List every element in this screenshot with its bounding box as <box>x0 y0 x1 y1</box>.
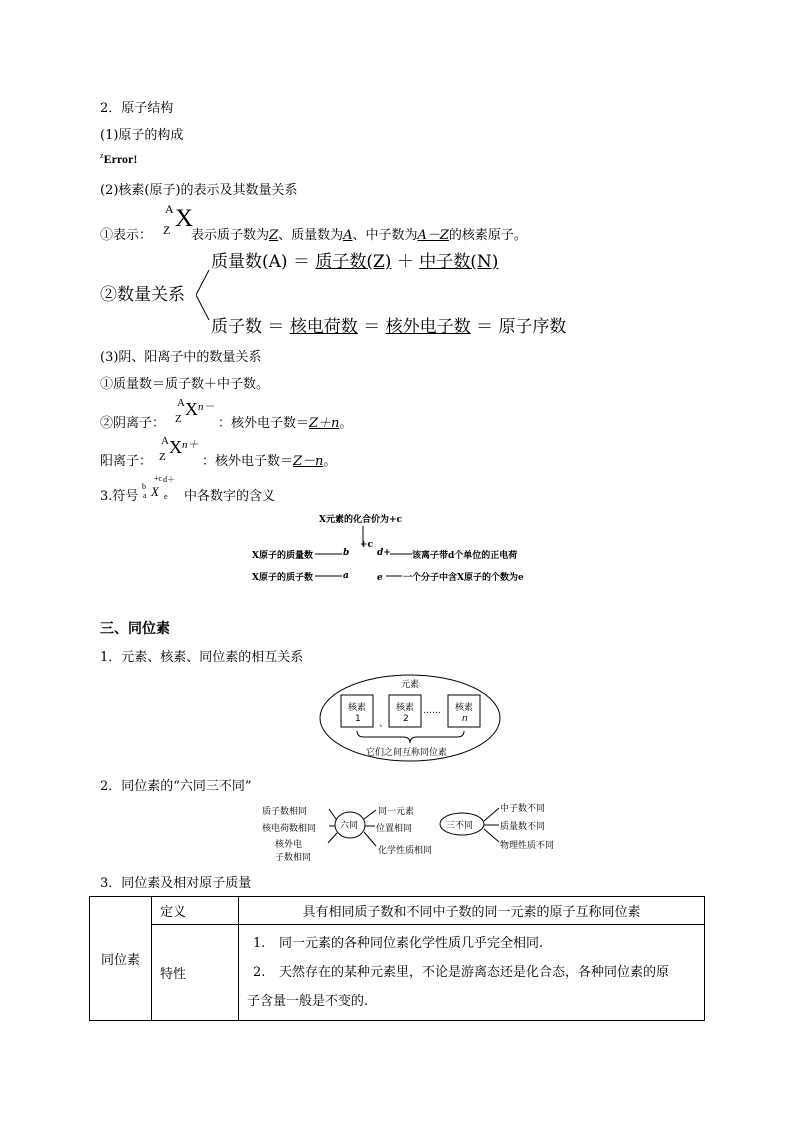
diag-left1: X原子的质量数 <box>252 551 313 561</box>
qty-label: ②数量关系 <box>100 285 185 305</box>
venn-box2-l1: 核素 <box>396 703 415 713</box>
table-row-definition <box>90 897 705 925</box>
six-right-1: 同一元素 <box>378 807 415 817</box>
venn-box3-l2: n <box>462 714 468 724</box>
anion-prefix: ②阴离子： <box>100 416 166 431</box>
anion-mid: ：核外电子数＝ <box>218 416 310 431</box>
anion-sym-A: A <box>177 397 185 409</box>
venn-box1-l1: 核素 <box>348 703 367 713</box>
qty-proton-number: 质子数(Z) <box>315 252 392 272</box>
error-text: Error! <box>103 152 138 166</box>
rep-t4: 的核素原子。 <box>448 228 527 243</box>
qty-neutron-number: 中子数(N) <box>419 252 499 272</box>
symbol-c: +c <box>154 474 163 483</box>
cation-val: Z－n <box>293 454 324 469</box>
venn-box1-l2: 1 <box>355 714 361 724</box>
symbol-X: X <box>151 484 159 499</box>
sub-heading-atom-composition: (1)原子的构成 <box>100 128 184 143</box>
symbol-prefix: 3.符号 <box>100 489 139 504</box>
qty-atomic-number: 原子序数 <box>498 317 567 337</box>
venn-caption: 它们之间互称同位素 <box>366 748 448 758</box>
table-group-cell: 同位素 <box>90 897 152 1021</box>
rep-symbol-Z: Z <box>163 223 171 237</box>
diag-right1: 该离子带d个单位的正电荷 <box>412 551 518 561</box>
prop-text-2: 天然存在的某种元素里，不论是游离态还是化合态，各种同位素的原 <box>279 965 670 980</box>
diag-e: e <box>377 573 383 583</box>
diag-c: +c <box>360 540 374 550</box>
venn-dots: …… <box>423 706 441 716</box>
venn-box3-l1: 核素 <box>455 703 474 713</box>
six-left-2: 核电荷数相同 <box>262 824 317 834</box>
table-prop-item-2-cont: 子含量一般是不变的. <box>247 994 369 1009</box>
rep-description <box>191 224 527 243</box>
table-prop-item-1 <box>247 929 696 958</box>
table-prop-label: 特性 <box>152 925 239 1021</box>
anion-text <box>218 412 352 431</box>
sub-heading-nuclide-representation: (2)核素(原子)的表示及其数量关系 <box>100 183 298 198</box>
anion-charge: n－ <box>198 401 215 413</box>
qty-electron-number: 核外电子数 <box>385 317 471 337</box>
six-right-3: 化学性质相同 <box>378 846 433 856</box>
rep-symbol-X: X <box>175 205 194 232</box>
three-right-2: 质量数不同 <box>500 822 546 832</box>
qty-plus: ＋ <box>396 252 414 272</box>
diag-a: a <box>343 571 349 581</box>
section-heading-atom-structure: 2．原子结构 <box>100 101 174 116</box>
section-heading-isotopes: 三、同位素 <box>100 621 170 637</box>
qty-proton: 质子数 <box>211 317 262 337</box>
table-def-label: 定义 <box>152 897 239 925</box>
rep-A: A <box>343 228 353 243</box>
venn-box2-l2: 2 <box>403 714 409 724</box>
cation-sym-A: A <box>161 435 169 447</box>
six-left-3: 核外电 <box>275 840 303 850</box>
symbol-b: b <box>142 482 146 491</box>
rep-prefix: ①表示： <box>100 228 153 243</box>
isotope-h2: 2．同位素的“六同三不同” <box>100 779 252 794</box>
diag-b: b <box>343 548 350 558</box>
cation-sym-X: X <box>169 437 182 457</box>
rep-symbol-A: A <box>165 202 174 216</box>
diag-d: d+ <box>377 548 391 558</box>
symbol-d: d＋ <box>163 475 175 484</box>
diag-left2: X原子的质子数 <box>252 573 313 583</box>
symbol-a: a <box>143 491 147 500</box>
sub-heading-ions: (3)阴、阳离子中的数量关系 <box>100 350 262 365</box>
error-prefix: z <box>100 151 104 160</box>
six-left-4: 子数相同 <box>275 853 312 863</box>
rep-t1: 表示质子数为 <box>191 228 270 243</box>
qty-nuclear-charge: 核电荷数 <box>289 317 358 337</box>
anion-val: Z＋n <box>309 416 340 431</box>
isotope-h1: 1．元素、核素、同位素的相互关系 <box>100 650 304 665</box>
cation-mid: ：核外电子数＝ <box>202 454 294 469</box>
six-center: 六同 <box>340 821 359 831</box>
ion-p1: ①质量数＝质子数＋中子数。 <box>100 377 270 392</box>
prop-num-2: 2. <box>253 965 266 980</box>
symbol-e: e <box>164 492 168 501</box>
qty-eq1: ＝ <box>267 317 285 337</box>
prop-num-1: 1. <box>253 936 266 951</box>
qty-eq3: ＝ <box>476 317 494 337</box>
qty-eq: ＝ <box>292 252 310 272</box>
anion-sym-X: X <box>185 399 198 419</box>
anion-sym-Z: Z <box>175 413 182 425</box>
cation-charge: n＋ <box>182 439 199 451</box>
six-left-1: 质子数相同 <box>262 807 308 817</box>
isotope-table <box>89 896 705 1021</box>
venn-sep: 、 <box>379 719 389 729</box>
table-def-text: 具有相同质子数和不同中子数的同一元素的原子互称同位素 <box>239 897 705 925</box>
prop-text-1: 同一元素的各种同位素化学性质几乎完全相同. <box>279 936 544 951</box>
table-prop-item-2 <box>247 958 696 987</box>
anion-end: 。 <box>339 416 353 431</box>
table-row-properties <box>90 925 705 1021</box>
three-right-3: 物理性质不同 <box>500 841 555 851</box>
cation-sym-Z: Z <box>159 451 166 463</box>
cation-text <box>202 450 336 469</box>
cation-prefix: 阳离子： <box>100 454 153 469</box>
rep-Z: Z <box>269 228 279 243</box>
qty-mass-number: 质量数(A) <box>211 252 288 272</box>
diag-top-label: X元素的化合价为+c <box>319 515 403 525</box>
three-center: 三不同 <box>446 821 474 831</box>
diag-right2: 一个分子中含X原子的个数为e <box>403 573 524 583</box>
six-right-2: 位置相同 <box>376 824 413 834</box>
rep-t3: 、中子数为 <box>352 228 418 243</box>
qty-brace-lines <box>196 268 210 322</box>
venn-title: 元素 <box>401 680 420 690</box>
cation-end: 。 <box>323 454 337 469</box>
qty-eq2: ＝ <box>363 317 381 337</box>
qty-line2 <box>211 312 566 337</box>
three-right-1: 中子数不同 <box>500 804 546 814</box>
error-line <box>100 152 137 167</box>
qty-line1 <box>211 247 498 272</box>
symbol-suffix: 中各数字的含义 <box>184 489 276 504</box>
table-prop-cell <box>239 925 705 1021</box>
rep-AZ: A－Z <box>417 228 449 243</box>
rep-t2: 、质量数为 <box>278 228 344 243</box>
isotope-h3: 3．同位素及相对原子质量 <box>100 876 252 891</box>
